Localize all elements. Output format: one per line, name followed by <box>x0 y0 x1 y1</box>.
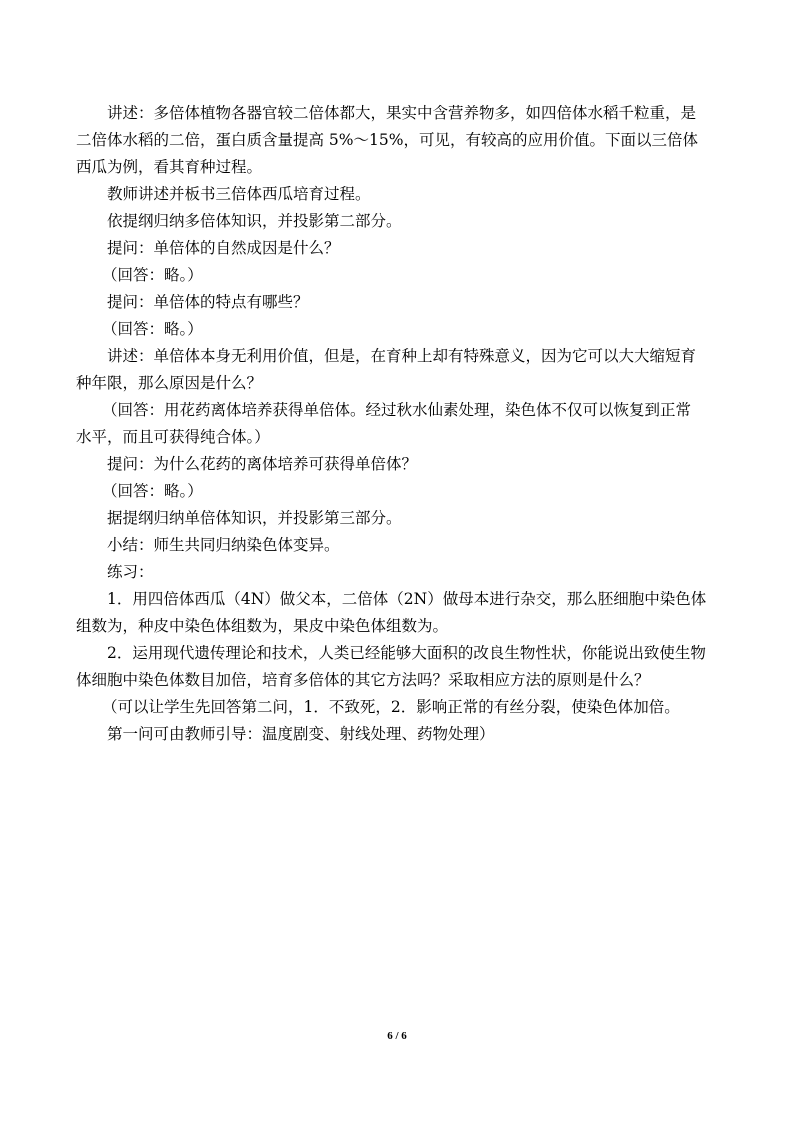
question-line: 提问：单倍体的自然成因是什么？ <box>107 239 340 257</box>
paragraph-line: 二倍体水稻的二倍，蛋白质含量提高 5%～15%，可见，有较高的应用价值。下面以三倍体 <box>76 131 698 149</box>
exercise-heading: 练习： <box>107 563 154 581</box>
answer-line: （回答：用花药离体培养获得单倍体。经过秋水仙素处理，染色体不仅可以恢复到正常 <box>102 401 692 419</box>
answer-line: （回答：略。） <box>102 482 203 500</box>
paragraph-line: 依提纲归纳多倍体知识，并投影第二部分。 <box>107 212 402 230</box>
document-body <box>76 100 722 748</box>
paragraph-line: 西瓜为例，看其育种过程。 <box>76 158 263 176</box>
answer-line: 水平，而且可获得纯合体。） <box>76 428 270 446</box>
exercise-item: 2．运用现代遗传理论和技术，人类已经能够大面积的改良生物性状，你能说出致使生物 <box>107 644 706 662</box>
question-line: 提问：单倍体的特点有哪些？ <box>107 293 309 311</box>
answer-line: 第一问可由教师引导：温度剧变、射线处理、药物处理） <box>107 725 495 743</box>
paragraph-line: 教师讲述并板书三倍体西瓜培育过程。 <box>107 185 371 203</box>
summary-line: 小结：师生共同归纳染色体变异。 <box>107 536 340 554</box>
answer-line: （可以让学生先回答第二问，1．不致死，2．影响正常的有丝分裂，使染色体加倍。 <box>102 698 680 716</box>
paragraph-line: 讲述：单倍体本身无利用价值，但是，在育种上却有特殊意义，因为它可以大大缩短育 <box>107 347 697 365</box>
page-number: 6 / 6 <box>387 1030 407 1042</box>
answer-line: （回答：略。） <box>102 266 203 284</box>
exercise-item: 体细胞中染色体数目加倍，培育多倍体的其它方法吗？采取相应方法的原则是什么？ <box>76 671 650 689</box>
answer-line: （回答：略。） <box>102 320 203 338</box>
paragraph-line: 种年限，那么原因是什么？ <box>76 374 263 392</box>
question-line: 提问：为什么花药的离体培养可获得单倍体？ <box>107 455 418 473</box>
exercise-item: 组数为，种皮中染色体组数为，果皮中染色体组数为。 <box>76 617 449 635</box>
paragraph-line: 讲述：多倍体植物各器官较二倍体都大，果实中含营养物多，如四倍体水稻千粒重，是 <box>107 104 697 122</box>
paragraph-line: 据提纲归纳单倍体知识，并投影第三部分。 <box>107 509 402 527</box>
exercise-item: 1．用四倍体西瓜（4N）做父本，二倍体（2N）做母本进行杂交，那么胚细胞中染色体 <box>107 590 707 608</box>
